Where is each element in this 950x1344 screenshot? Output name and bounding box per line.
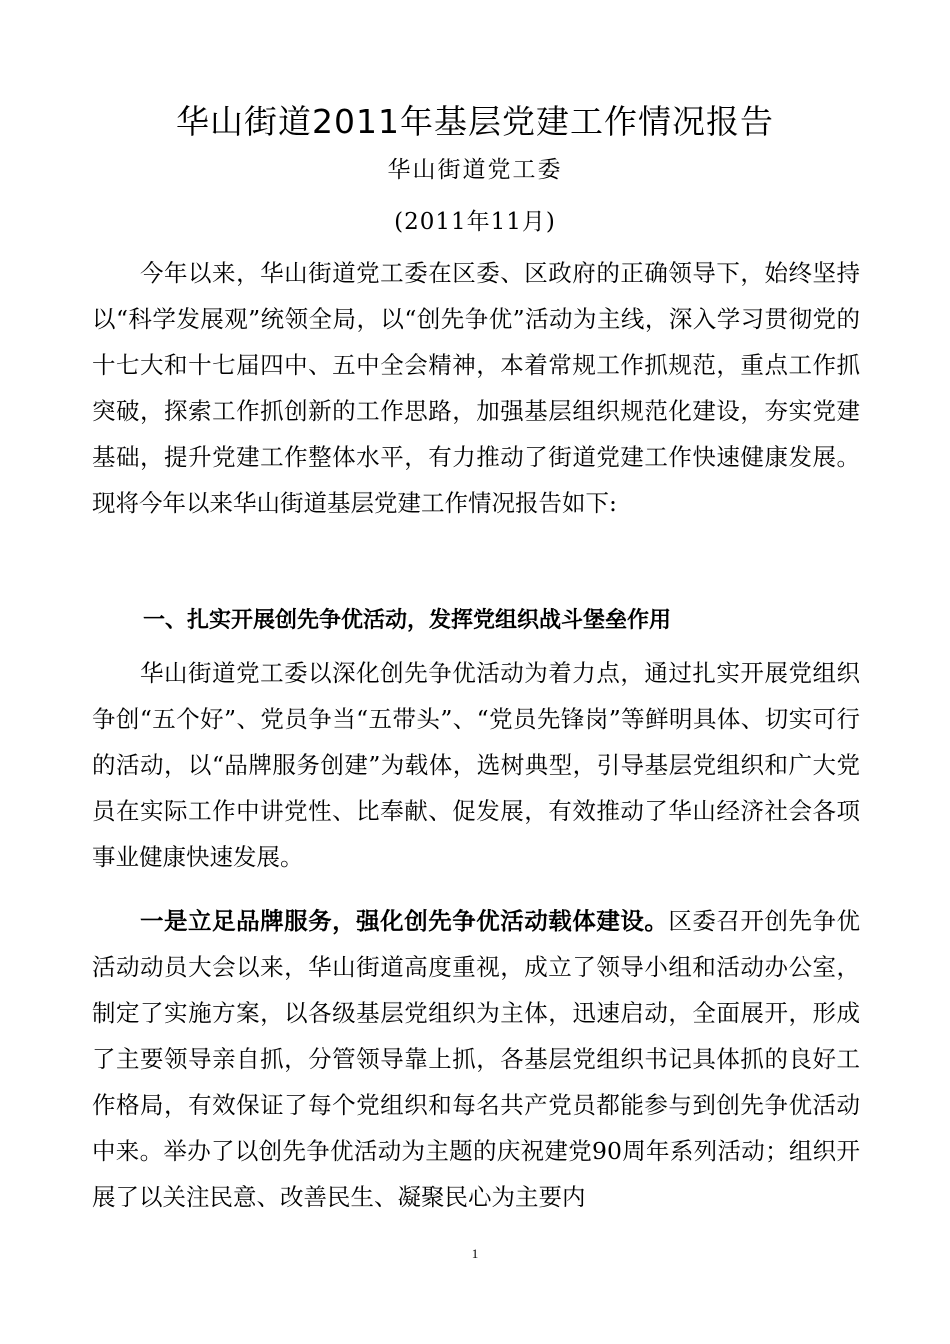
intro-paragraph: 今年以来，华山街道党工委在区委、区政府的正确领导下，始终坚持以“科学发展观”统领全局，以“创先争优”活动为主线，深入学习贯彻党的十七大和十七届四中、五中全会精神，本着常规工作抓规范，重点工作抓突破，探索工作抓创新的工作思路，加强基层组织规范化建设，夯实党建基础，提升党建工作整体水平，有力推动了街道党建工作快速健康发展。现将今年以来华山街道基层党建工作情况报告如下: bbox=[92, 259, 860, 517]
point-paragraph bbox=[92, 898, 860, 1220]
point-lead: 一是立足品牌服务，强化创先争优活动载体建设。 bbox=[140, 907, 669, 935]
document-issuer: 华山街道党工委 bbox=[387, 157, 563, 183]
point-paragraph-block bbox=[92, 898, 860, 1220]
page-number: 1 bbox=[471, 1246, 479, 1261]
section-paragraph: 华山街道党工委以深化创先争优活动为着力点，通过扎实开展党组织争创“五个好”、党员争当“五带头”、“党员先锋岗”等鲜明具体、切实可行的活动，以“品牌服务创建”为载体，选树典型，引导基层党组织和广大党员在实际工作中讲党性、比奉献、促发展，有效推动了华山经济社会各项事业健康快速发展。 bbox=[92, 659, 860, 871]
section-heading: 一、扎实开展创先争优活动，发挥党组织战斗堡垒作用 bbox=[143, 608, 672, 633]
intro-paragraph-block bbox=[92, 250, 860, 526]
document-date: (2011年11月) bbox=[394, 209, 556, 235]
section-paragraph-block bbox=[92, 650, 860, 880]
point-text: 区委召开创先争优活动动员大会以来，华山街道高度重视，成立了领导小组和活动办公室，制定了实施方案，以各级基层党组织为主体，迅速启动，全面展开，形成了主要领导亲自抓，分管领导靠上抓，各基层党组织书记具体抓的良好工作格局，有效保证了每个党组织和每名共产党员都能参与到创先争优活动中来。举办了以创先争优活动为主题的庆祝建党90周年系列活动；组织开展了以关注民意、改善民生、凝聚民心为主要内 bbox=[92, 907, 861, 1211]
document-title: 华山街道2011年基层党建工作情况报告 bbox=[176, 102, 774, 141]
